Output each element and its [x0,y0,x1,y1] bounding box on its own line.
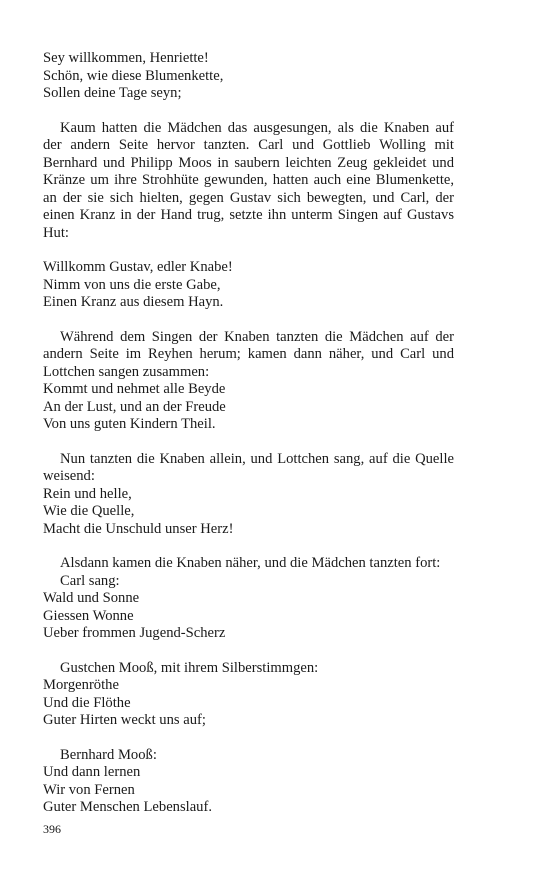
verse-line: Wald und Sonne [43,590,140,606]
section-girls-dance [43,329,454,434]
verse-line: Morgenröthe [43,677,119,693]
paragraph-boys-dance: Kaum hatten die Mädchen das ausgesungen, als die Knaben auf der andern Seite hervor tanzten. Carl und Gottlieb Wolling mit Bernhard und Philipp Moos in saubern leichten Zeug gekleidet und Kränze um ihre Strohhüte gewunden, hatten auch eine Blumenkette, an der sie sich hielten, gegen Gustav sich bewegten, und Carl, der einen Kranz in der Hand trug, setzte ihn unterm Singen auf Gustavs Hut: [43,119,454,241]
verse-welcome-henriette [43,50,454,103]
section-carl [43,555,454,643]
section-quelle [43,451,454,539]
verse-kommt [43,381,454,434]
page-number: 396 [43,822,61,836]
paragraph-quelle: Nun tanzten die Knaben allein, und Lottchen sang, auf die Quelle weisend: [43,450,454,484]
verse-line: Giessen Wonne [43,607,134,624]
speaker-carl: Carl sang: [60,572,120,589]
verse-line: Wie die Quelle, [43,503,135,519]
verse-wald [43,590,454,643]
verse-line: Wir von Fernen [43,781,135,798]
speaker-bernhard: Bernhard Mooß: [60,746,157,763]
paragraph-girls-dance: Während dem Singen der Knaben tanzten die Mädchen auf der andern Seite im Reyhen herum; kamen dann näher, und Carl und Lottchen sangen zusammen: [43,328,454,380]
verse-line: Und dann lernen [43,764,141,780]
section-gustchen [43,660,454,730]
page-body [43,50,454,817]
section-bernhard [43,747,454,817]
verse-morgenroethe [43,677,454,730]
verse-line: Macht die Unschuld unser Herz! [43,520,234,537]
verse-line: Einen Kranz aus diesem Hayn. [43,294,224,310]
verse-line: Von uns guten Kindern Theil. [43,416,216,432]
speaker-gustchen: Gustchen Mooß, mit ihrem Silberstimmgen: [60,659,319,676]
verse-line: Schön, wie diese Blumenkette, [43,67,224,84]
verse-line: Sey willkommen, Henriette! [43,50,209,66]
verse-line: Kommt und nehmet alle Beyde [43,381,226,397]
verse-line: Rein und helle, [43,485,132,502]
verse-line: An der Lust, und an der Freude [43,398,226,415]
verse-line: Guter Hirten weckt uns auf; [43,712,206,728]
verse-line: Nimm von uns die erste Gabe, [43,276,221,293]
verse-line: Willkomm Gustav, edler Knabe! [43,259,233,275]
verse-line: Und die Flöthe [43,694,131,711]
verse-line: Ueber frommen Jugend-Scherz [43,625,226,641]
verse-lernen [43,764,454,817]
verse-welcome-gustav [43,259,454,312]
paragraph-knaben-naeher: Alsdann kamen die Knaben näher, und die Mädchen tanzten fort: [60,555,441,571]
verse-quelle [43,486,454,539]
verse-line: Guter Menschen Lebenslauf. [43,799,212,815]
verse-line: Sollen deine Tage seyn; [43,85,182,101]
